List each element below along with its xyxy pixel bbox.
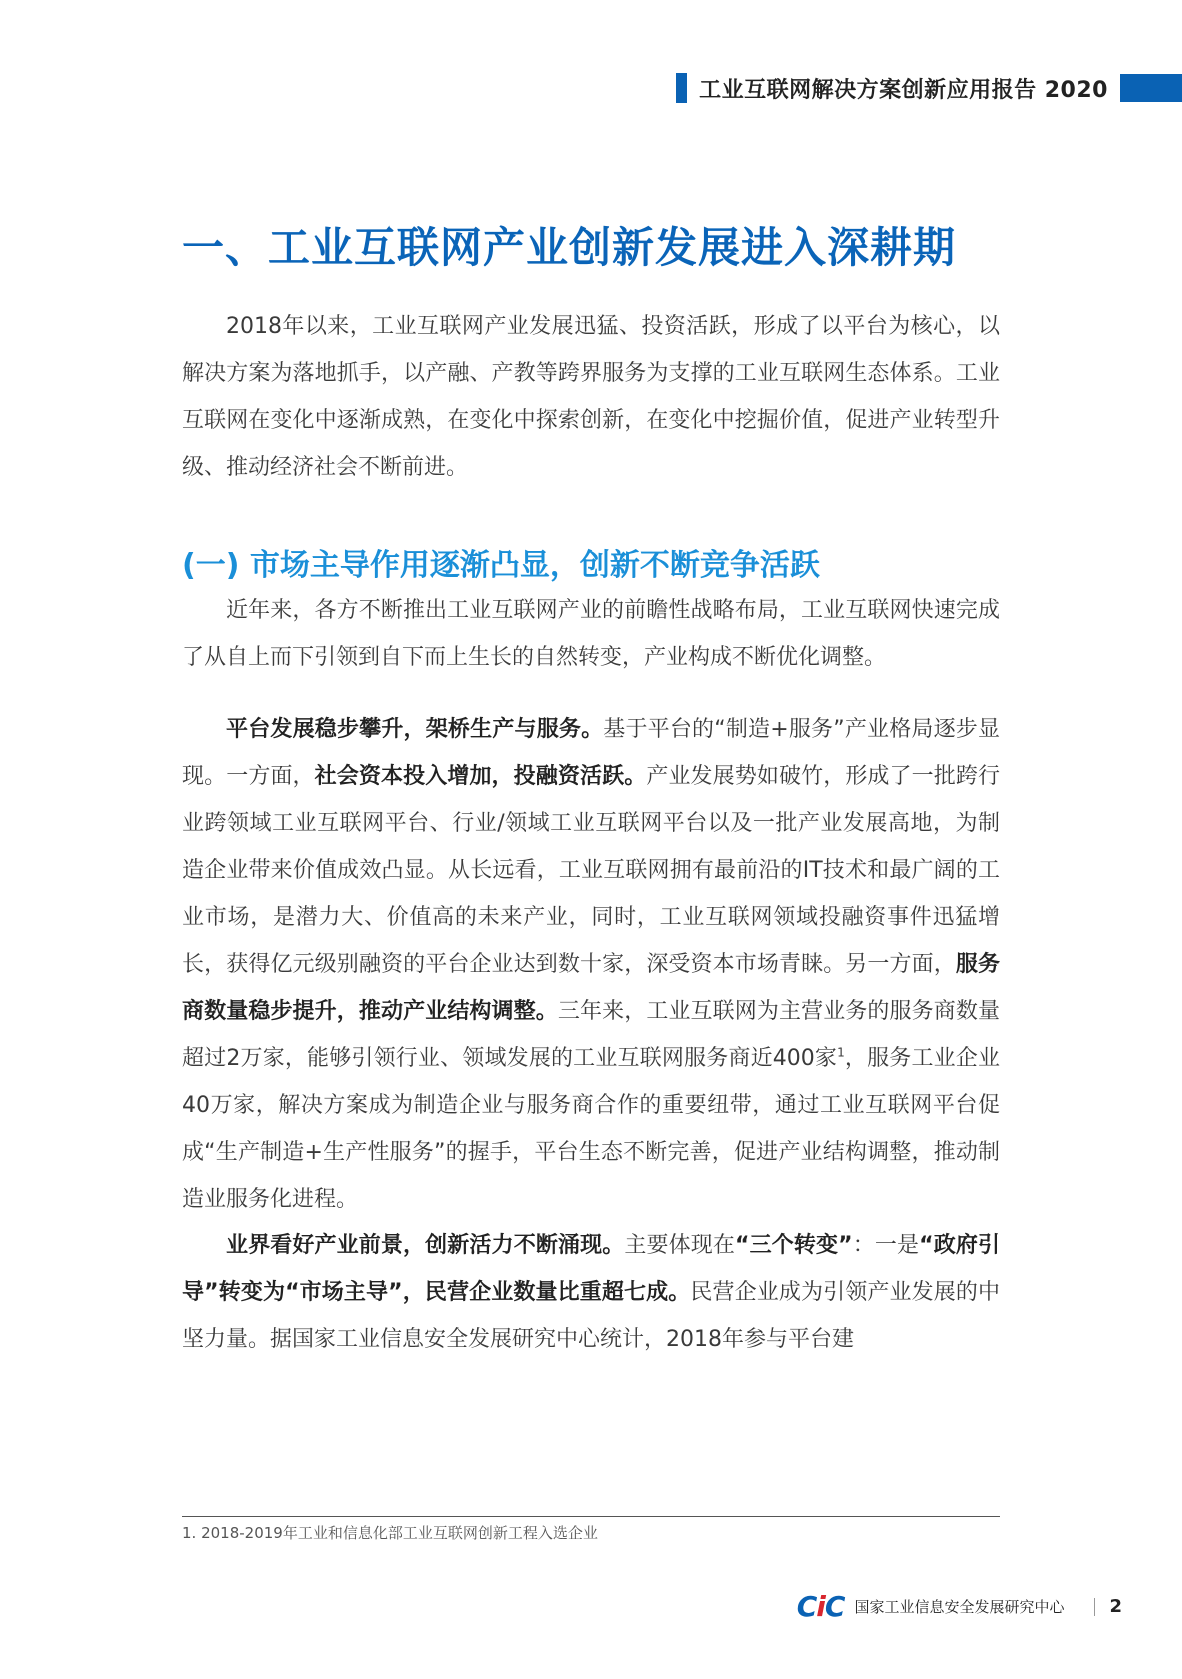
footer-separator	[1094, 1598, 1095, 1616]
body-text: 主要体现在	[624, 1233, 736, 1258]
organization-name: 国家工业信息安全发展研究中心	[854, 1598, 1065, 1616]
body-text: ，服务工业企业40万家，解决方案成为制造企业与服务商合作的重要纽带，通过工业互联网平台促成“生产制造+生产性服务”的握手，平台生态不断完善，促进产业结构调整，推动制造业服务化进程。	[182, 1046, 1000, 1212]
footnote-ref[interactable]: 1	[837, 1045, 845, 1060]
subsection-heading: (一) 市场主导作用逐渐凸显，创新不断竞争活跃	[182, 548, 820, 583]
body-text: 三年来，工业互联网为主营业务的服务商数量超过2万家，能够引领行业、领域发展的工业互联网服务商近400家	[182, 999, 1000, 1071]
industry-paragraph	[182, 1222, 1000, 1363]
intro-paragraph: 2018年以来，工业互联网产业发展迅猛、投资活跃，形成了以平台为核心，以解决方案为落地抓手，以产融、产教等跨界服务为支撑的工业互联网生态体系。工业互联网在变化中逐渐成熟，在变化中探索创新，在变化中挖掘价值，促进产业转型升级、推动经济社会不断前进。	[182, 314, 1000, 480]
bold-phrase: “政府引导”转变为“市场主导”，民营企业数量比重超七成。	[182, 1233, 1000, 1305]
header-accent-mark	[676, 73, 687, 103]
platform-paragraph	[182, 706, 1000, 1223]
body-text: 产业发展势如破竹，形成了一批跨行业跨领域工业互联网平台、行业/领域工业互联网平台以及一批产业发展高地，为制造企业带来价值成效凸显。从长远看，工业互联网拥有最前沿的IT技术和最广阔的工业市场，是潜力大、价值高的未来产业，同时，工业互联网领域投融资事件迅猛增长，获得亿元级别融资的平台企业达到数十家，深受资本市场青睐。另一方面，	[182, 764, 1000, 977]
footnote: 1. 2018-2019年工业和信息化部工业互联网创新工程入选企业	[182, 1524, 598, 1542]
body-text: 基于平台的“制造+服务”产业格局逐步显现。一方面，	[182, 717, 1000, 789]
bold-lead: 业界看好产业前景，创新活力不断涌现。	[226, 1233, 625, 1258]
logo-c-right: C	[824, 1590, 845, 1623]
bold-phrase: 服务商数量稳步提升，推动产业结构调整。	[182, 952, 1000, 1024]
body-text: 民营企业成为引领产业发展的中坚力量。据国家工业信息安全发展研究中心统计，2018年参与平台建	[182, 1280, 1000, 1352]
running-header	[676, 72, 1182, 104]
header-accent-bar	[1120, 74, 1182, 102]
page-footer	[797, 1590, 1122, 1623]
section-heading: 一、工业互联网产业创新发展进入深耕期	[182, 223, 957, 272]
cic-logo	[797, 1590, 845, 1623]
bold-lead: 平台发展稳步攀升，架桥生产与服务。	[226, 717, 604, 742]
report-title: 工业互联网解决方案创新应用报告 2020	[699, 77, 1108, 103]
logo-c-left: C	[796, 1590, 817, 1623]
footnote-divider	[182, 1516, 1000, 1517]
bold-phrase: “三个转变”	[735, 1233, 853, 1258]
recent-years-paragraph: 近年来，各方不断推出工业互联网产业的前瞻性战略布局，工业互联网快速完成了从自上而下引领到自下而上生长的自然转变，产业构成不断优化调整。	[182, 598, 1000, 670]
bold-phrase: 社会资本投入增加，投融资活跃。	[314, 764, 647, 789]
body-text: ：一是	[852, 1233, 920, 1258]
logo-i: i	[816, 1590, 825, 1623]
page-number: 2	[1109, 1596, 1122, 1617]
